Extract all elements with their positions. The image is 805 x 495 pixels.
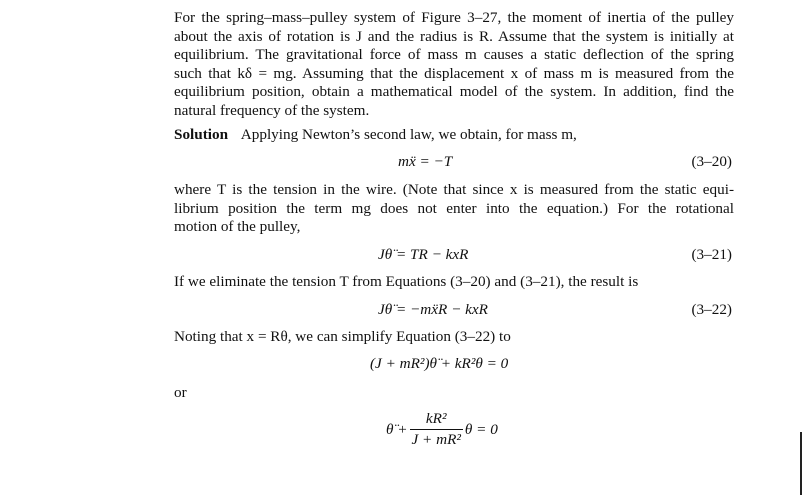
equation-3-22: Jθ̈ = −mẍR − kxR (378, 301, 488, 318)
final-lhs: θ̈ + (386, 420, 408, 438)
fraction-denominator: J + mR² (411, 431, 461, 448)
problem-line: about the axis of rotation is J and the radius is R. Assume that the system is initially at (174, 27, 734, 45)
tension-line: librium position the term mg does not enter into the equation.) For the rotational (174, 199, 734, 217)
problem-statement (174, 9, 734, 121)
eliminate-sentence: If we eliminate the tension T from Equations (3–20) and (3–21), the result is (174, 273, 639, 290)
solution-intro (174, 126, 577, 144)
problem-line: equilibrium position, obtain a mathematical model of the system. In addition, find the (174, 83, 734, 101)
natural-frequency-equation (386, 410, 498, 449)
fraction (410, 410, 463, 449)
noting-sentence: Noting that x = Rθ, we can simplify Equation (3–22) to (174, 328, 511, 345)
tension-line: where T is the tension in the wire. (Note that since x is measured from the static equi- (174, 181, 734, 198)
simplified-equation: (J + mR²)θ̈ + kR²θ = 0 (370, 355, 509, 372)
problem-line: For the spring–mass–pulley system of Figure 3–27, the moment of inertia of the pulley (174, 9, 734, 26)
solution-label: Solution (174, 126, 229, 143)
solution-intro-text: Applying Newton’s second law, we obtain, for mass m, (240, 126, 577, 143)
equation-number-3-21: (3–21) (691, 246, 732, 263)
fraction-numerator: kR² (425, 410, 447, 427)
tension-line: motion of the pulley, (174, 218, 301, 236)
equation-3-21: Jθ̈ = TR − kxR (378, 246, 469, 263)
equation-number-3-22: (3–22) (691, 301, 732, 318)
problem-line: equilibrium. The gravitational force of mass m causes a static deflection of the spring (174, 46, 734, 64)
equation-3-20: mẍ = −T (398, 153, 453, 170)
or-word: or (174, 384, 187, 401)
page-edge-rule (800, 432, 802, 495)
final-rhs: θ = 0 (464, 420, 498, 438)
equation-number-3-20: (3–20) (691, 153, 732, 170)
problem-line: natural frequency of the system. (174, 101, 370, 119)
problem-line: such that kδ = mg. Assuming that the displacement x of mass m is measured from the (174, 64, 734, 82)
tension-paragraph (174, 181, 734, 237)
